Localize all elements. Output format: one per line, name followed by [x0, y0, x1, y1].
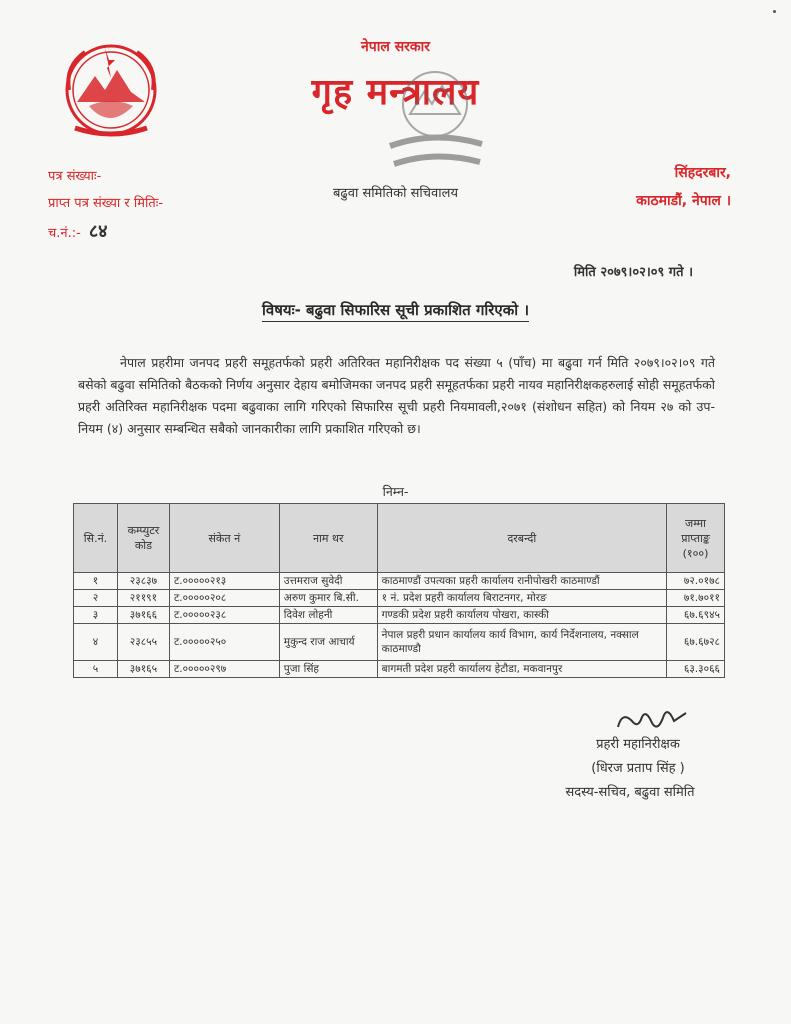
dispatch-number-label: च.नं.:- [48, 226, 81, 241]
table-header-row [74, 504, 725, 573]
dispatch-number-value: ८४ [88, 221, 108, 242]
cell-score: ६३.३०६६ [667, 661, 725, 678]
cell-score: ६७.६७२८ [667, 624, 725, 661]
secretariat-title: बढुवा समितिको सचिवालय [332, 186, 459, 201]
letter-date: मिति २०७९।०२।०९ गते । [573, 265, 693, 280]
cell-name: उत्तमराज सुवेदी [279, 573, 377, 590]
table-row [74, 590, 725, 607]
cell-serial: ५ [74, 661, 118, 678]
cell-symbol: ट.०००००२९७ [169, 661, 279, 678]
cell-posting: गण्डकी प्रदेश प्रहरी कार्यालय पोखरा, कास्की [377, 607, 666, 624]
subject-line [0, 300, 791, 320]
cell-score: ६७.६९४५ [667, 607, 725, 624]
header-name: नाम थर [279, 504, 377, 573]
cell-score: ७२.०१७८ [667, 573, 725, 590]
header-total-score: जम्मा प्राप्ताङ्क (१००) [667, 504, 725, 573]
cell-code: २३८३७ [117, 573, 169, 590]
ministry-title: गृह मन्त्रालय [311, 72, 480, 113]
cell-score: ७१.७०११ [667, 590, 725, 607]
cell-code: ३७१६६ [117, 607, 169, 624]
address-line-2: काठमाडौं, नेपाल । [636, 193, 731, 209]
subject-text: विषयः- बढुवा सिफारिस सूची प्रकाशित गरिएको । [262, 301, 529, 322]
address-line-1: सिंहदरबार, [674, 165, 731, 181]
table-row [74, 624, 725, 661]
received-letter-label: प्राप्त पत्र संख्या र मितिः- [48, 196, 164, 211]
header-computer-code: कम्प्युटर कोड [117, 504, 169, 573]
cell-symbol: ट.०००००२०८ [169, 590, 279, 607]
header-symbol-number: संकेत नं [169, 504, 279, 573]
cell-serial: ३ [74, 607, 118, 624]
recommendation-table [73, 503, 725, 678]
cell-name: दिवेश लोहनी [279, 607, 377, 624]
cell-code: ३७१६५ [117, 661, 169, 678]
ministry-stamp-icon [370, 60, 500, 178]
cell-posting: १ नं. प्रदेश प्रहरी कार्यालय बिराटनगर, मोरङ [377, 590, 666, 607]
cell-posting: बागमती प्रदेश प्रहरी कार्यालय हेटौडा, मकवानपुर [377, 661, 666, 678]
header-posting: दरबन्दी [377, 504, 666, 573]
signatory-title: प्रहरी महानिरीक्षक [596, 737, 680, 752]
handwritten-signature-icon [612, 703, 692, 737]
cell-symbol: ट.०००००२५० [169, 624, 279, 661]
body-paragraph: नेपाल प्रहरीमा जनपद प्रहरी समूहतर्फको प्रहरी अतिरिक्त महानिरीक्षक पद संख्या ५ (पाँच) मा बढुवा गर्न मिति २०७९।०२।०९ गते बसेको बढुवा समितिको बैठकको निर्णय अनुसार देहाय बमोजिमका जनपद प्रहरी समूहतर्फका प्रहरी नायव महानिरीक्षकहरुलाई सोही समूहतर्फको प्रहरी अतिरिक्त महानिरीक्षक पदमा बढुवाका लागि गरिएको सिफारिस सूची प्रहरी नियमावली,२०७१ (संशोधन सहित) को नियम २७ को उप-नियम (४) अनुसार सम्बन्धित सबैको जानकारीका लागि प्रकाशित गरिएको छ। [78, 355, 715, 436]
cell-name: पुजा सिंह [279, 661, 377, 678]
dispatch-number [48, 219, 108, 243]
signatory-role: सदस्य-सचिव, बढुवा समिति [565, 785, 695, 800]
cell-symbol: ट.०००००२१३ [169, 573, 279, 590]
letter-number-label: पत्र संख्याः- [48, 169, 102, 184]
cell-serial: १ [74, 573, 118, 590]
scan-speck [773, 10, 776, 13]
cell-code: २११९१ [117, 590, 169, 607]
cell-posting: नेपाल प्रहरी प्रधान कार्यालय कार्य विभाग, कार्य निर्देशनालय, नक्साल काठमाण्डौ [377, 624, 666, 661]
header-serial: सि.नं. [74, 504, 118, 573]
table-heading: निम्न- [382, 484, 409, 499]
table-row [74, 573, 725, 590]
cell-serial: ४ [74, 624, 118, 661]
cell-name: मुकुन्द राज आचार्य [279, 624, 377, 661]
cell-code: २३८५५ [117, 624, 169, 661]
cell-posting: काठमाण्डौं उपत्यका प्रहरी कार्यालय रानीपोखरी काठमाण्डौं [377, 573, 666, 590]
table-row [74, 607, 725, 624]
table-row [74, 661, 725, 678]
government-title: नेपाल सरकार [360, 39, 430, 55]
signatory-name: (धिरज प्रताप सिंह ) [591, 761, 685, 776]
cell-serial: २ [74, 590, 118, 607]
cell-symbol: ट.०००००२३८ [169, 607, 279, 624]
cell-name: अरुण कुमार बि.सी. [279, 590, 377, 607]
